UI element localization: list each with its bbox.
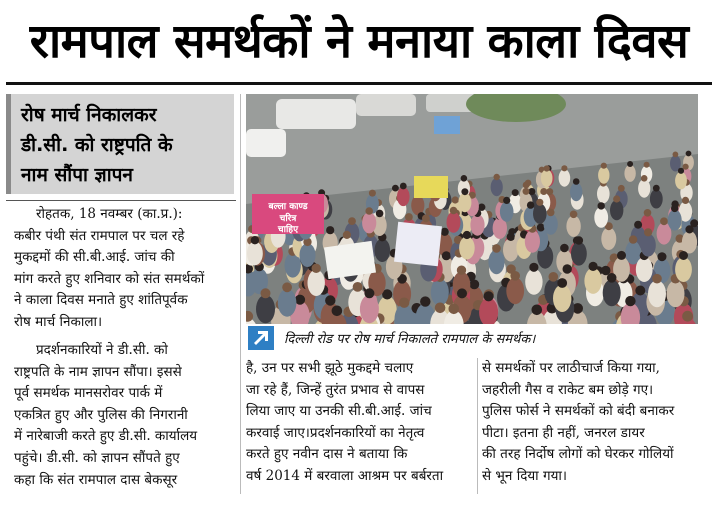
article-line: है, उन पर सभी झूठे मुकद्दमे चलाए [246, 360, 414, 376]
headline: रामपाल समर्थकों ने मनाया काला दिवस [29, 14, 689, 69]
article-line: एकत्रित हुए और पुलिस की निगरानी [14, 406, 188, 423]
article-line: करते हुए नवीन दास ने बताया कि [246, 446, 408, 463]
banner-text: बल्ला काण्ड [268, 202, 308, 212]
article-line: जा रहे हैं, जिन्हें तुरंत प्रभाव से वापस [246, 381, 425, 398]
article-column-3 [482, 358, 710, 488]
article-column-1-continued [14, 340, 238, 491]
banner-blue [434, 116, 460, 134]
column-separator [240, 94, 241, 494]
dateline: रोहतक, 18 नवम्बर (का.प्र.): [36, 206, 183, 222]
article-line: रोष मार्च निकाला। [14, 313, 103, 330]
subheadline-line: डी.सी. को राष्ट्रपति के [21, 134, 173, 156]
subheadline-line: नाम सौंपा ज्ञापन [21, 164, 133, 186]
arrow-up-right-icon [252, 329, 270, 347]
article-line: कबीर पंथी संत रामपाल पर चल रहे [14, 227, 185, 244]
article-column-1 [14, 204, 238, 334]
banner-text: चरित्र [279, 214, 297, 224]
article-line: करवाई जाए।प्रदर्शनकारियों का नेतृत्व [246, 424, 425, 441]
article-line: पूर्व समर्थक मानसरोवर पार्क में [14, 385, 163, 402]
caption-arrow-box [248, 326, 274, 350]
banner-text: चाहिए [277, 225, 299, 235]
column-separator [477, 358, 478, 494]
article-line: मुकद्दमों की सी.बी.आई. जांच की [14, 249, 175, 266]
article-line: कहा कि संत रामपाल दास बेकसूर [14, 471, 178, 488]
banner-white [324, 241, 376, 279]
article-line: वर्ष 2014 में बरवाला आश्रम पर बर्बरता [246, 467, 444, 484]
article-column-2 [246, 358, 474, 488]
article-line: में नारेबाजी करते हुए डी.सी. कार्यालय [14, 428, 198, 445]
photo-caption: दिल्ली रोड पर रोष मार्च निकालते रामपाल के समर्थक। [284, 332, 536, 347]
article-line: से भून दिया गया। [482, 467, 568, 484]
article-line: प्रदर्शनकारियों ने डी.सी. को [36, 342, 168, 358]
subheadline-line: रोष मार्च निकालकर [21, 104, 157, 126]
article-line: लिया जाए या उनकी सी.बी.आई. जांच [246, 403, 432, 420]
article-line: मांग करते हुए शनिवार को संत समर्थकों [14, 270, 205, 287]
photo-caption-bar [246, 324, 698, 352]
headline-rule [6, 82, 712, 85]
article-line: राष्ट्रपति के नाम ज्ञापन सौंपा। इससे [14, 363, 182, 380]
article-line: जहरीली गैस व राकेट बम छोड़े गए। [482, 381, 654, 398]
article-line: ने काला दिवस मनाते हुए शांतिपूर्वक [14, 292, 188, 309]
subheadline-box [6, 94, 234, 194]
column-divider [6, 200, 236, 201]
news-photo [246, 94, 698, 324]
article-line: पीटा। इतना ही नहीं, जनरल डायर [482, 424, 645, 441]
article-line: की तरह निर्दोष लोगों को घेरकर गोलियों [482, 446, 674, 463]
article-line: पहुंचे। डी.सी. को ज्ञापन सौंपते हुए [14, 449, 180, 466]
crowd-photo-illustration [246, 94, 698, 324]
article-line: से समर्थकों पर लाठीचार्ज किया गया, [482, 360, 660, 376]
banner-yellow [414, 176, 448, 198]
banner-white [394, 222, 442, 266]
article-line: पुलिस फोर्स ने समर्थकों को बंदी बनाकर [482, 403, 675, 420]
